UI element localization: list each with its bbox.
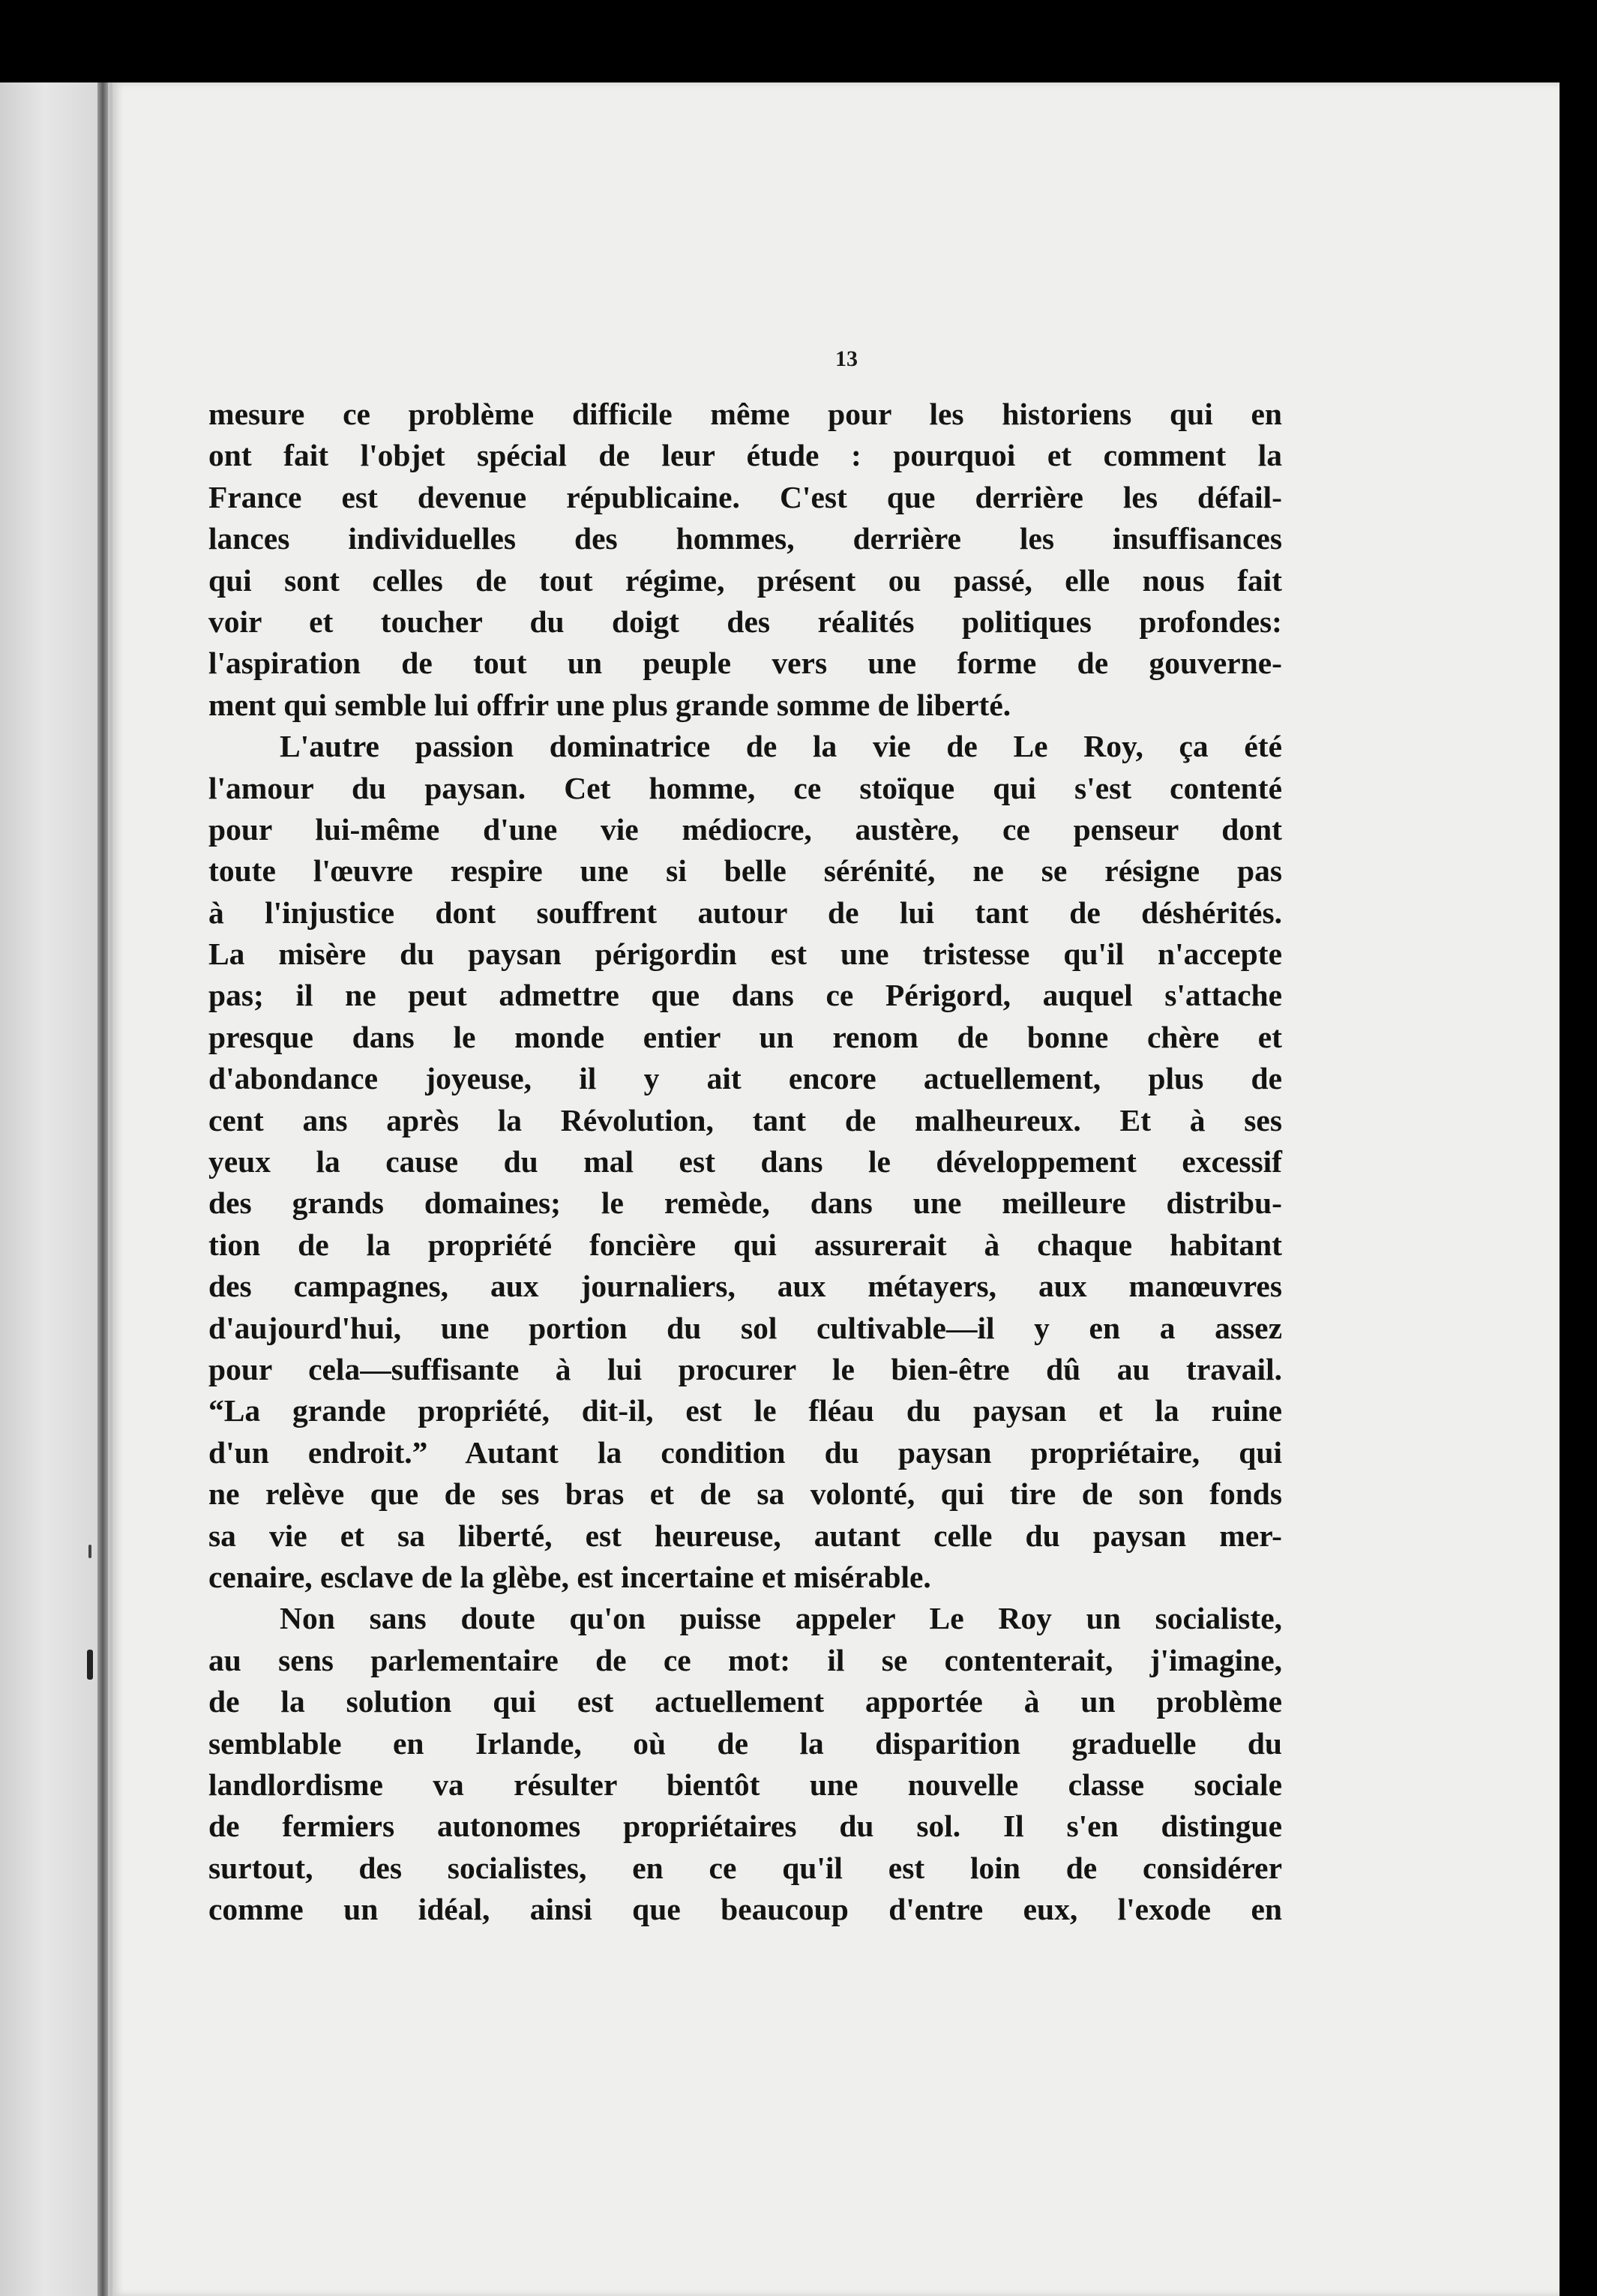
text-line: tion de la propriété foncière qui assurerait à chaque habitant <box>208 1227 1282 1262</box>
text-line: semblable en Irlande, où de la disparition graduelle du <box>208 1725 1282 1761</box>
left-page-edge <box>0 82 112 2296</box>
text-line: l'amour du paysan. Cet homme, ce stoïque qui s'est contenté <box>208 770 1282 805</box>
text-line: pour cela—suffisante à lui procurer le bien-être dû au travail. <box>208 1351 1282 1386</box>
text-line: toute l'œuvre respire une si belle sérénité, ne se résigne pas <box>208 853 1282 889</box>
scan-border <box>1560 0 1597 2296</box>
text-line: lances individuelles des hommes, derrière les insuffisances <box>208 521 1282 556</box>
text-line: ne relève que de ses bras et de sa volonté, qui tire de son fonds <box>208 1476 1282 1512</box>
text-line: presque dans le monde entier un renom de bonne chère et <box>208 1019 1282 1054</box>
text-line: à l'injustice dont souffrent autour de lui tant de déshérités. <box>208 895 1282 930</box>
text-line: cenaire, esclave de la glèbe, est incertaine et misérable. <box>208 1559 931 1594</box>
text-line: surtout, des socialistes, en ce qu'il est loin de considérer <box>208 1850 1282 1885</box>
text-line: ment qui semble lui offrir une plus grande somme de liberté. <box>208 687 1011 722</box>
text-line: de la solution qui est actuellement apportée à un problème <box>208 1684 1282 1719</box>
text-line: au sens parlementaire de ce mot: il se contenterait, j'imagine, <box>208 1642 1282 1677</box>
text-line: l'aspiration de tout un peuple vers une forme de gouverne- <box>208 646 1282 681</box>
text-line: qui sont celles de tout régime, présent ou passé, elle nous fait <box>208 562 1282 598</box>
text-line: France est devenue républicaine. C'est que derrière les défail- <box>208 479 1282 514</box>
gutter-speck <box>87 1650 93 1680</box>
text-line: Non sans doute qu'on puisse appeler Le Roy un socialiste, <box>280 1601 1282 1636</box>
text-line: voir et toucher du doigt des réalités politiques profondes: <box>208 604 1282 639</box>
text-line: pour lui-même d'une vie médiocre, austère, ce penseur dont <box>208 811 1282 847</box>
paragraph <box>208 1598 1282 1930</box>
text-line: d'abondance joyeuse, il y ait encore actuellement, plus de <box>208 1061 1282 1096</box>
text-line: “La grande propriété, dit-il, est le fléau du paysan et la ruine <box>208 1393 1282 1428</box>
text-line: pas; il ne peut admettre que dans ce Périgord, auquel s'attache <box>208 978 1282 1013</box>
text-line: des grands domaines; le remède, dans une meilleure distribu- <box>208 1185 1282 1221</box>
page-number: 13 <box>835 346 858 371</box>
book-gutter <box>97 82 108 2296</box>
gutter-speck <box>88 1545 91 1558</box>
text-line: L'autre passion dominatrice de la vie de Le Roy, ça été <box>280 729 1282 764</box>
text-line: cent ans après la Révolution, tant de malheureux. Et à ses <box>208 1102 1282 1138</box>
paragraph <box>208 726 1282 1598</box>
text-line: d'aujourd'hui, une portion du sol cultivable—il y en a assez <box>208 1310 1282 1345</box>
text-line: yeux la cause du mal est dans le développement excessif <box>208 1144 1282 1179</box>
text-line: mesure ce problème difficile même pour les historiens qui en <box>208 397 1282 431</box>
body-text <box>208 394 1282 1930</box>
text-line: des campagnes, aux journaliers, aux métayers, aux manœuvres <box>208 1269 1282 1304</box>
text-line: ont fait l'objet spécial de leur étude : pourquoi et comment la <box>208 438 1282 473</box>
text-line: La misère du paysan périgordin est une tristesse qu'il n'accepte <box>208 937 1282 972</box>
text-line: sa vie et sa liberté, est heureuse, autant celle du paysan mer- <box>208 1518 1282 1553</box>
text-line: comme un idéal, ainsi que beaucoup d'entre eux, l'exode en <box>208 1892 1282 1927</box>
paragraph <box>208 394 1282 726</box>
text-line: landlordisme va résulter bientôt une nouvelle classe sociale <box>208 1767 1282 1802</box>
text-line: d'un endroit.” Autant la condition du paysan propriétaire, qui <box>208 1434 1282 1470</box>
text-line: de fermiers autonomes propriétaires du sol. Il s'en distingue <box>208 1809 1282 1844</box>
